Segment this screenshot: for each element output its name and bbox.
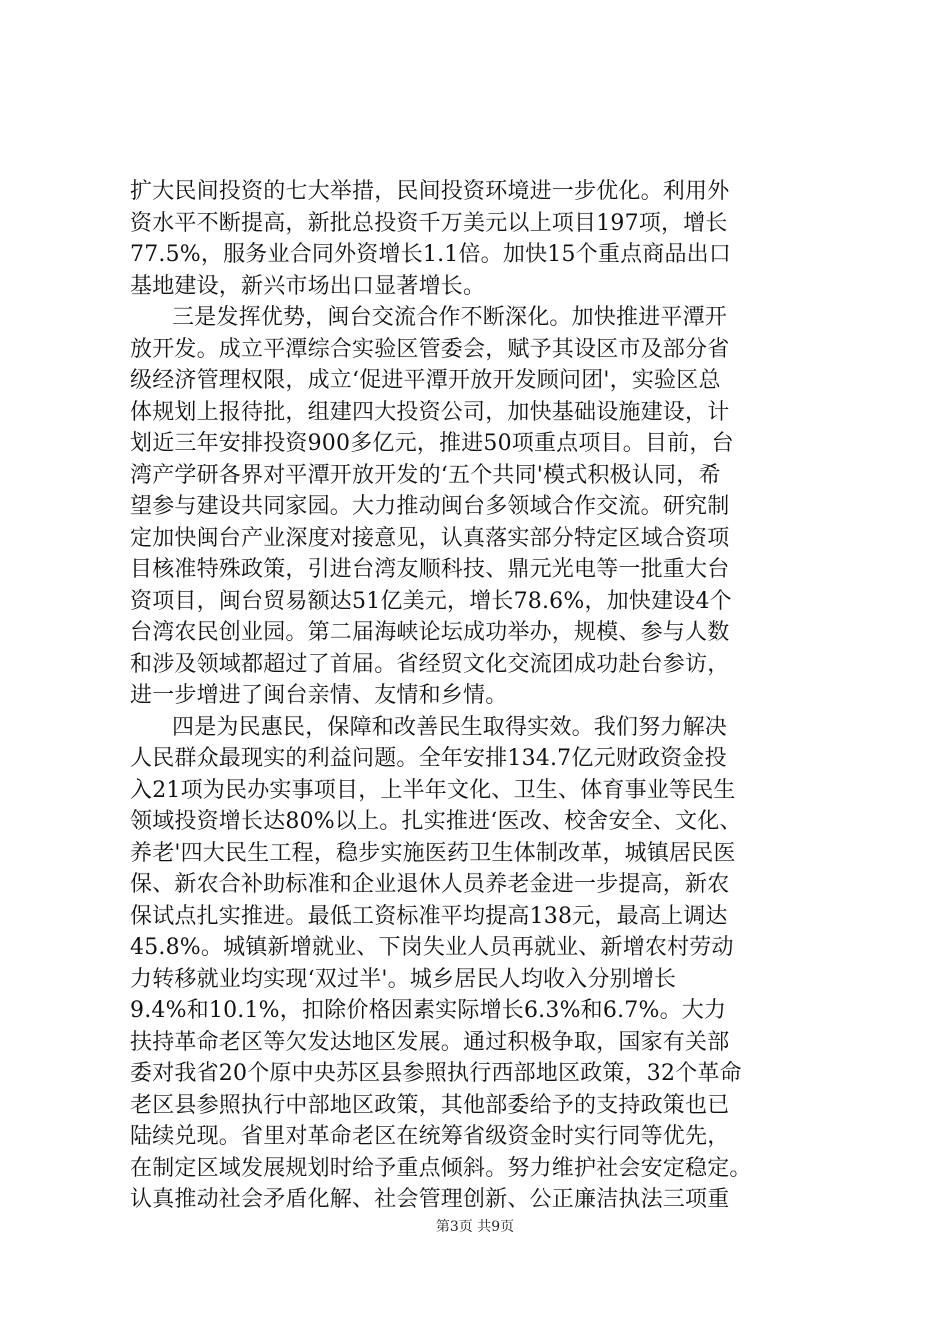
text-line: 资水平不断提高，新批总投资千万美元以上项目197项，增长 (130, 210, 728, 236)
text-line: 老区县参照执行中部地区政策，其他部委给予的支持政策也已 (130, 1092, 730, 1118)
text-line: 资项目，闽台贸易额达51亿美元，增长78.6%，加快建设4个 (130, 588, 732, 614)
text-line: 9.4%和10.1%，扣除价格因素实际增长6.3%和6.7%。大力 (130, 998, 727, 1023)
text-line: 保、新农合补助标准和企业退休人员养老金进一步提高，新农 (130, 872, 730, 897)
text-line: 目核准特殊政策，引进台湾友顺科技、鼎元光电等一批重大台 (130, 557, 730, 582)
page-footer: 第3页 共9页 (435, 1219, 515, 1235)
text-line: 湾产学研各界对平潭开放开发的‘五个共同'模式积极认同，希 (130, 462, 721, 488)
text-line: 认真推动社会矛盾化解、社会管理创新、公正廉洁执法三项重 (130, 1187, 730, 1212)
text-line: 扶持革命老区等欠发达地区发展。通过积极争取，国家有关部 (130, 1029, 730, 1055)
text-line: 划近三年安排投资900多亿元，推进50项重点项目。目前，台 (130, 431, 734, 456)
text-line: 委对我省20个原中央苏区县参照执行西部地区政策，32个革命 (130, 1061, 742, 1086)
text-line: 力转移就业均实现‘双过半'。城乡居民人均收入分别增长 (130, 966, 677, 992)
text-line: 陆续兑现。省里对革命老区在统筹省级资金时实行同等优先， (130, 1124, 730, 1149)
text-line: 45.8%。城镇新增就业、下岗失业人员再就业、新增农村劳动 (130, 935, 734, 960)
text-line: 放开发。成立平潭综合实验区管委会，赋予其设区市及部分省 (130, 336, 730, 362)
text-line: 领域投资增长达80%以上。扎实推进‘医改、校舍安全、文化、 (130, 809, 742, 834)
text-line: 基地建设，新兴市场出口显著增长。 (130, 273, 486, 299)
text-line: 人民群众最现实的利益问题。全年安排134.7亿元财政资金投 (130, 746, 727, 771)
text-line: 级经济管理权限，成立‘促进平潭开放开发顾问团'，实验区总 (130, 368, 721, 393)
paragraph-start-line: 三是发挥优势，闽台交流合作不断深化。加快推进平潭开 (172, 305, 728, 330)
document-body (130, 176, 850, 1216)
text-line: 养老'四大民生工程，稳步实施医药卫生体制改革，城镇居民医 (130, 840, 736, 866)
paragraph-start-line: 四是为民惠民，保障和改善民生取得实效。我们努力解决 (172, 714, 728, 740)
text-line: 进一步增进了闽台亲情、友情和乡情。 (130, 683, 508, 708)
text-line: 扩大民间投资的七大举措，民间投资环境进一步优化。利用外 (130, 179, 730, 204)
text-line: 77.5%，服务业合同外资增长1.1倍。加快15个重点商品出口 (130, 242, 732, 267)
text-line: 和涉及领域都超过了首届。省经贸文化交流团成功赴台参访， (130, 651, 730, 677)
text-line: 入21项为民办实事项目，上半年文化、卫生、体育事业等民生 (130, 777, 736, 803)
text-line: 定加快闽台产业深度对接意见，认真落实部分特定区域合资项 (130, 525, 730, 551)
text-line: 体规划上报待批，组建四大投资公司，加快基础设施建设，计 (130, 399, 730, 425)
text-line: 台湾农民创业园。第二届海峡论坛成功举办，规模、参与人数 (130, 620, 730, 645)
text-line: 望参与建设共同家园。大力推动闽台多领域合作交流。研究制 (130, 494, 730, 519)
text-line: 在制定区域发展规划时给予重点倾斜。努力维护社会安定稳定。 (130, 1155, 752, 1181)
text-line: 保试点扎实推进。最低工资标准平均提高138元，最高上调达 (130, 903, 728, 929)
